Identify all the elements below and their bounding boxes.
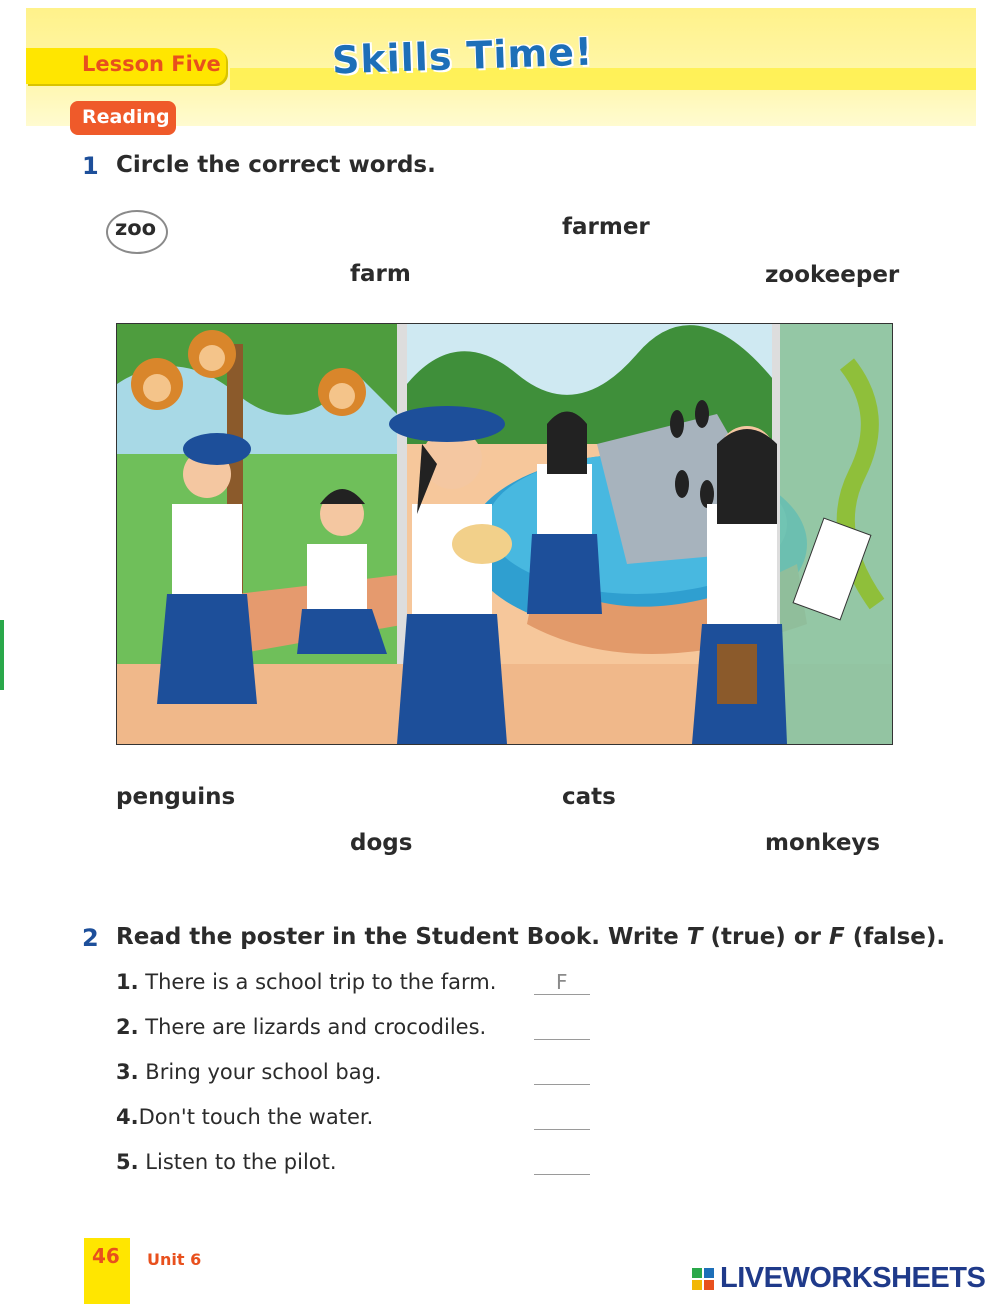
side-tab <box>0 620 4 690</box>
answer-line <box>534 1174 590 1175</box>
word-option-zoo[interactable]: zoo <box>115 216 157 240</box>
answer-line <box>534 1039 590 1040</box>
answer-line <box>534 1129 590 1130</box>
section-label: Reading <box>82 106 170 128</box>
statement-text: Don't touch the water. <box>138 1105 374 1129</box>
statement-text: Listen to the pilot. <box>145 1150 337 1174</box>
instruction-true-letter: T <box>686 924 703 950</box>
instruction-false-letter: F <box>828 924 845 950</box>
statement-number: 5. <box>116 1150 139 1174</box>
page-title: Skills Time! <box>331 29 594 83</box>
brand-name[interactable]: LIVEWORKSHEETS <box>720 1262 986 1294</box>
answer-field[interactable] <box>556 1150 592 1174</box>
word-option-dogs[interactable]: dogs <box>350 830 413 856</box>
instruction-part: Read the poster in the Student Book. Write <box>116 924 687 950</box>
statement-row <box>116 1150 337 1174</box>
page-number-box <box>84 1238 130 1304</box>
instruction-part: (false). <box>844 924 946 950</box>
answer-line <box>534 994 590 995</box>
section-pill <box>70 101 176 135</box>
answer-field[interactable] <box>556 1060 592 1084</box>
page-number: 46 <box>92 1244 120 1268</box>
zoo-illustration <box>116 323 893 745</box>
answer-field[interactable] <box>556 1105 592 1129</box>
exercise1-number: 1 <box>82 152 99 180</box>
word-option-zookeeper[interactable]: zookeeper <box>765 262 900 288</box>
statement-row <box>116 1105 373 1129</box>
statement-row <box>116 1060 382 1084</box>
word-option-monkeys[interactable]: monkeys <box>765 830 881 856</box>
unit-label: Unit 6 <box>147 1250 202 1269</box>
statement-number: 4. <box>116 1105 139 1129</box>
lesson-tab <box>26 48 226 84</box>
word-option-farm[interactable]: farm <box>350 261 411 287</box>
statement-row <box>116 970 496 994</box>
statement-text: There is a school trip to the farm. <box>145 970 497 994</box>
answer-field[interactable] <box>556 1015 592 1039</box>
exercise2-instruction <box>116 924 945 950</box>
answer-field[interactable]: F <box>556 970 568 994</box>
word-option-penguins[interactable]: penguins <box>116 784 236 810</box>
exercise1-instruction: Circle the correct words. <box>116 152 436 178</box>
answer-line <box>534 1084 590 1085</box>
statement-number: 1. <box>116 970 139 994</box>
statement-text: There are lizards and crocodiles. <box>145 1015 487 1039</box>
liveworksheets-logo-icon <box>692 1268 714 1290</box>
zoo-scene-image <box>117 324 892 744</box>
instruction-part: (true) or <box>702 924 829 950</box>
exercise2-number: 2 <box>82 924 99 952</box>
statement-number: 2. <box>116 1015 139 1039</box>
lesson-label: Lesson Five <box>82 52 221 76</box>
statement-row <box>116 1015 486 1039</box>
statement-text: Bring your school bag. <box>145 1060 382 1084</box>
statement-number: 3. <box>116 1060 139 1084</box>
word-option-cats[interactable]: cats <box>562 784 616 810</box>
word-option-farmer[interactable]: farmer <box>562 214 650 240</box>
